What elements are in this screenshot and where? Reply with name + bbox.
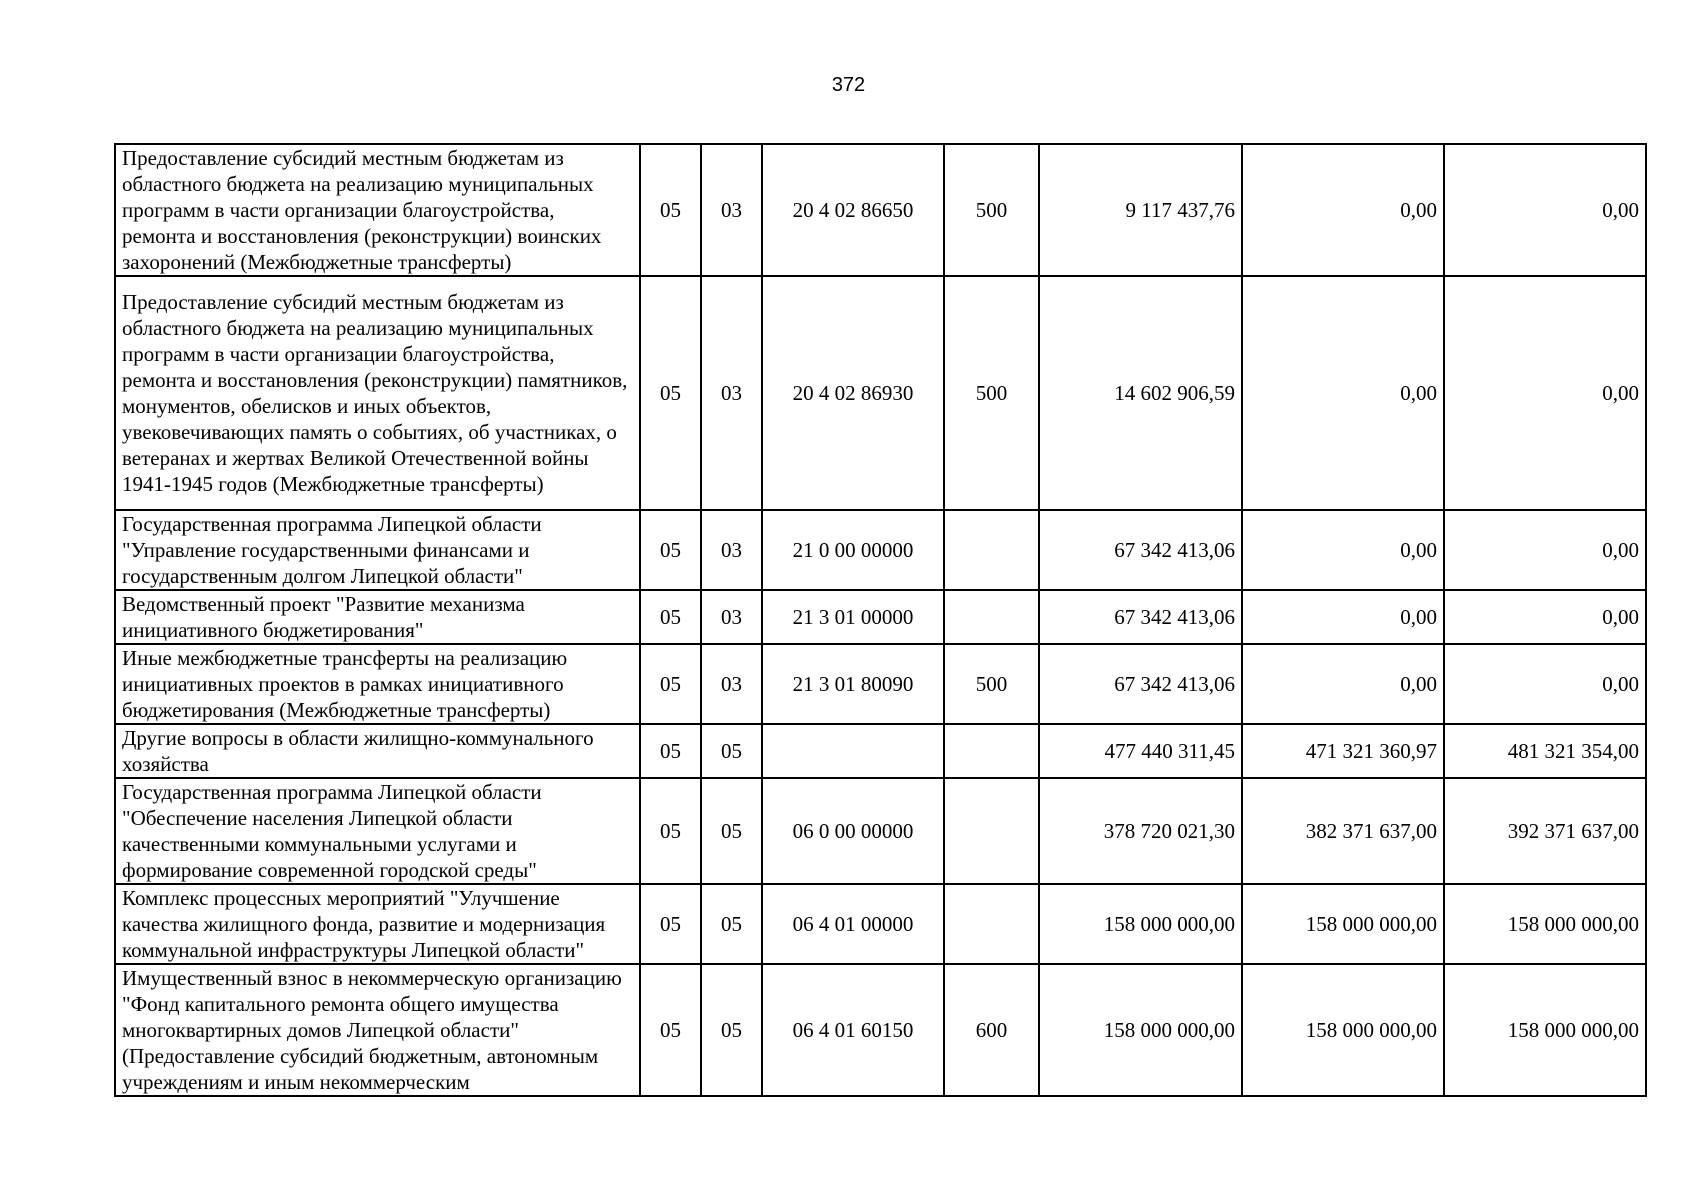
row-subsection: 05 — [701, 724, 762, 778]
row-section: 05 — [640, 644, 701, 724]
row-name: Ведомственный проект "Развитие механизма инициативного бюджетирования" — [115, 590, 640, 644]
row-sum-2: 0,00 — [1242, 276, 1444, 510]
row-subsection: 03 — [701, 144, 762, 276]
row-sum-1: 14 602 906,59 — [1039, 276, 1242, 510]
row-sum-3: 0,00 — [1444, 590, 1646, 644]
row-subsection: 05 — [701, 884, 762, 964]
row-sum-2: 0,00 — [1242, 644, 1444, 724]
row-expense-type: 500 — [944, 144, 1039, 276]
row-section: 05 — [640, 590, 701, 644]
table-row — [115, 144, 1646, 276]
row-sum-1: 158 000 000,00 — [1039, 964, 1242, 1096]
row-sum-3: 158 000 000,00 — [1444, 964, 1646, 1096]
row-section: 05 — [640, 884, 701, 964]
row-name: Иные межбюджетные трансферты на реализацию инициативных проектов в рамках инициативного бюджетирования (Межбюджетные трансферты) — [115, 644, 640, 724]
table-row — [115, 644, 1646, 724]
row-section: 05 — [640, 276, 701, 510]
row-sum-2: 471 321 360,97 — [1242, 724, 1444, 778]
row-name: Имущественный взнос в некоммерческую организацию "Фонд капитального ремонта общего имущества многоквартирных домов Липецкой области" (Предоставление субсидий бюджетным, автономным учреждениям и иным некоммерческим — [115, 964, 640, 1096]
table-row — [115, 884, 1646, 964]
row-subsection: 03 — [701, 644, 762, 724]
row-subsection: 05 — [701, 778, 762, 884]
row-sum-2: 158 000 000,00 — [1242, 964, 1444, 1096]
row-sum-3: 0,00 — [1444, 510, 1646, 590]
row-sum-1: 158 000 000,00 — [1039, 884, 1242, 964]
row-sum-3: 158 000 000,00 — [1444, 884, 1646, 964]
row-expense-type: 500 — [944, 276, 1039, 510]
row-subsection: 03 — [701, 590, 762, 644]
row-target-code: 21 3 01 00000 — [762, 590, 944, 644]
row-sum-1: 67 342 413,06 — [1039, 590, 1242, 644]
row-name: Государственная программа Липецкой области "Управление государственными финансами и государственным долгом Липецкой области" — [115, 510, 640, 590]
row-expense-type: 600 — [944, 964, 1039, 1096]
table-row — [115, 724, 1646, 778]
row-target-code — [762, 724, 944, 778]
row-section: 05 — [640, 724, 701, 778]
row-target-code: 21 3 01 80090 — [762, 644, 944, 724]
row-section: 05 — [640, 964, 701, 1096]
row-target-code: 06 4 01 00000 — [762, 884, 944, 964]
table-row — [115, 778, 1646, 884]
row-sum-3: 0,00 — [1444, 144, 1646, 276]
table-row — [115, 590, 1646, 644]
row-expense-type — [944, 778, 1039, 884]
row-sum-2: 382 371 637,00 — [1242, 778, 1444, 884]
row-sum-1: 378 720 021,30 — [1039, 778, 1242, 884]
table-row — [115, 510, 1646, 590]
row-sum-3: 481 321 354,00 — [1444, 724, 1646, 778]
row-target-code: 06 0 00 00000 — [762, 778, 944, 884]
row-name: Предоставление субсидий местным бюджетам из областного бюджета на реализацию муниципальных программ в части организации благоустройства, ремонта и восстановления (реконструкции) воинских захоронений (Межбюджетные трансферты) — [115, 144, 640, 276]
row-sum-2: 0,00 — [1242, 590, 1444, 644]
row-sum-1: 67 342 413,06 — [1039, 510, 1242, 590]
row-subsection: 05 — [701, 964, 762, 1096]
row-sum-2: 0,00 — [1242, 510, 1444, 590]
row-sum-1: 67 342 413,06 — [1039, 644, 1242, 724]
row-sum-1: 477 440 311,45 — [1039, 724, 1242, 778]
row-section: 05 — [640, 510, 701, 590]
budget-table — [114, 143, 1647, 1097]
row-target-code: 06 4 01 60150 — [762, 964, 944, 1096]
row-expense-type — [944, 724, 1039, 778]
row-name: Комплекс процессных мероприятий "Улучшение качества жилищного фонда, развитие и модернизация коммунальной инфраструктуры Липецкой области" — [115, 884, 640, 964]
page-number: 372 — [831, 74, 866, 96]
row-section: 05 — [640, 144, 701, 276]
row-sum-2: 0,00 — [1242, 144, 1444, 276]
row-name: Предоставление субсидий местным бюджетам из областного бюджета на реализацию муниципальных программ в части организации благоустройства, ремонта и восстановления (реконструкции) памятников, монументов, обелисков и иных объектов, увековечивающих память о событиях, об участниках, о ветеранах и жертвах Великой Отечественной войны 1941-1945 годов (Межбюджетные трансферты) — [115, 276, 640, 510]
row-target-code: 21 0 00 00000 — [762, 510, 944, 590]
row-sum-3: 0,00 — [1444, 276, 1646, 510]
row-sum-1: 9 117 437,76 — [1039, 144, 1242, 276]
row-expense-type: 500 — [944, 644, 1039, 724]
row-subsection: 03 — [701, 276, 762, 510]
row-target-code: 20 4 02 86650 — [762, 144, 944, 276]
row-expense-type — [944, 884, 1039, 964]
row-section: 05 — [640, 778, 701, 884]
row-expense-type — [944, 590, 1039, 644]
row-sum-3: 0,00 — [1444, 644, 1646, 724]
row-sum-3: 392 371 637,00 — [1444, 778, 1646, 884]
row-sum-2: 158 000 000,00 — [1242, 884, 1444, 964]
row-name: Другие вопросы в области жилищно-коммунального хозяйства — [115, 724, 640, 778]
table-row — [115, 276, 1646, 510]
row-name: Государственная программа Липецкой области "Обеспечение населения Липецкой области качественными коммунальными услугами и формирование современной городской среды" — [115, 778, 640, 884]
row-expense-type — [944, 510, 1039, 590]
table-row — [115, 964, 1646, 1096]
row-subsection: 03 — [701, 510, 762, 590]
row-target-code: 20 4 02 86930 — [762, 276, 944, 510]
